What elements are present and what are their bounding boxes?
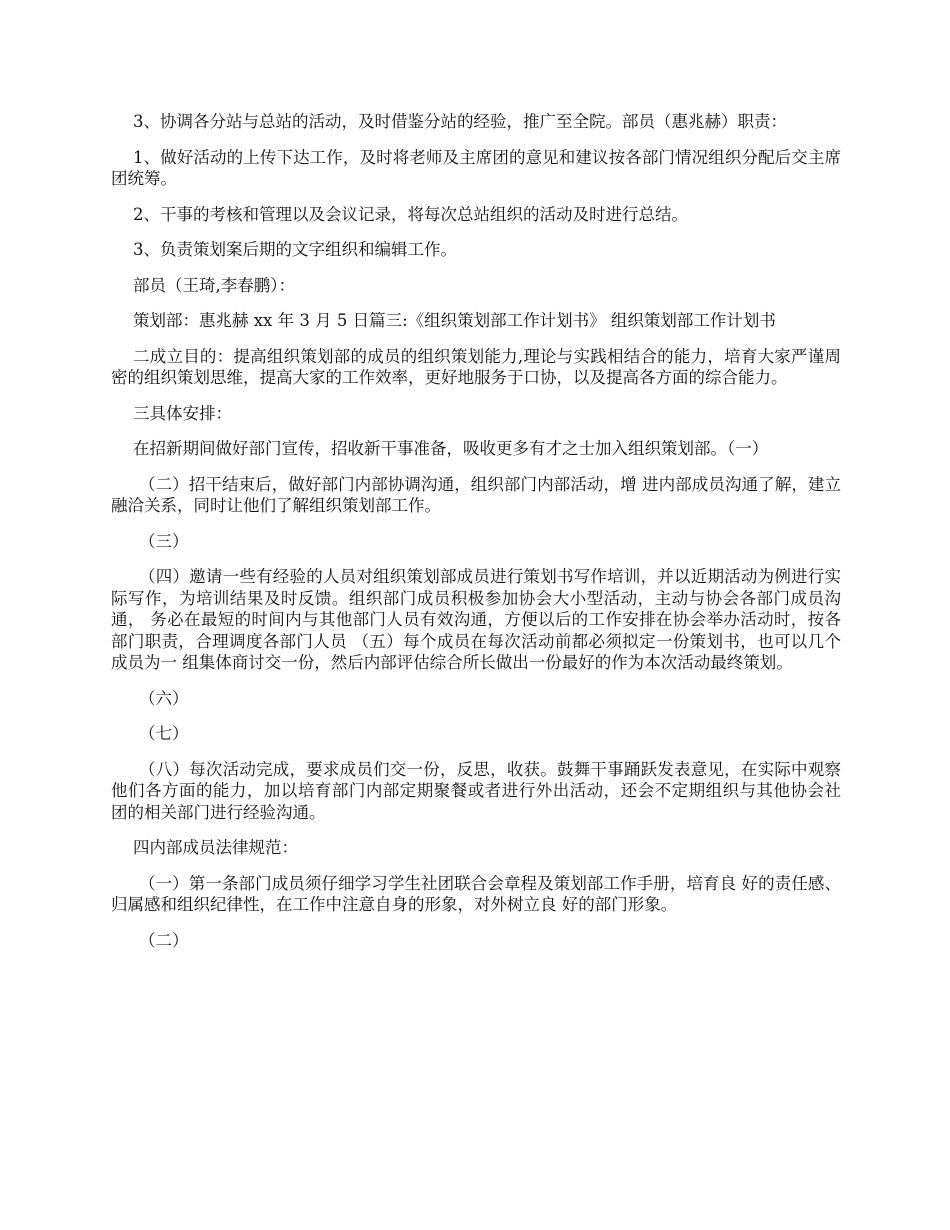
paragraph-item-8: （八）每次活动完成，要求成员们交一份，反思，收获。鼓舞干事踊跃发表意见，在实际中观察他们各方面的能力，加以培育部门内部定期聚餐或者进行外出活动，还会不定期组织与其他协会社 团的相关部门进行经验沟通。 bbox=[111, 759, 841, 822]
paragraph-purpose: 二成立目的：提高组织策划部的成员的组织策划能力,理论与实践相结合的能力，培育大家严谨周密的组织策划思维，提高大家的工作效率，更好地服务于口协，以及提高各方面的综合能力。 bbox=[111, 346, 841, 387]
paragraph-item-6: （六） bbox=[139, 688, 189, 708]
document-page bbox=[111, 111, 841, 965]
paragraph-arrangement-heading: 三具体安排： bbox=[133, 403, 232, 423]
paragraph-planning-dept: 策划部：惠兆赫 xx 年 3 月 5 日篇三:《组织策划部工作计划书》 组织策划部工作计划书 bbox=[133, 311, 776, 330]
paragraph-item-2: （二）招干结束后，做好部门内部协调沟通，组织部门内部活动，增 进内部成员沟通了解，建立融洽关系，同时让他们了解组织策划部工作。 bbox=[111, 474, 841, 515]
paragraph-coordinate-duty: 3、协调各分站与总站的活动，及时借鉴分站的经验，推广至全院。部员（惠兆赫）职责： bbox=[133, 112, 787, 131]
paragraph-duty-3: 3、负责策划案后期的文字组织和编辑工作。 bbox=[133, 240, 457, 259]
paragraph-rule-1: （一）第一条部门成员须仔细学习学生社团联合会章程及策划部工作手册，培育良 好的责任感、归属感和组织纪律性，在工作中注意自身的形象，对外树立良 好的部门形象。 bbox=[111, 873, 841, 914]
paragraph-duty-1: 1、做好活动的上传下达工作，及时将老师及主席团的意见和建议按各部门情况组织分配后交主席团统筹。 bbox=[111, 147, 841, 188]
paragraph-duty-2: 2、干事的考核和管理以及会议记录，将每次总站组织的活动及时进行总结。 bbox=[133, 204, 688, 224]
paragraph-rule-2: （二） bbox=[139, 930, 189, 950]
paragraph-item-3: （三） bbox=[139, 531, 189, 551]
paragraph-item-7: （七） bbox=[139, 724, 189, 743]
paragraph-item-4: （四）邀请一些有经验的人员对组织策划部成员进行策划书写作培训，并以近期活动为例进行实际写作，为培训结果及时反馈。组织部门成员积极参加协会大小型活动，主动与协会各部门成员沟通， 务必在最短的时间内与其他部门人员有效沟通，方便以后的工作安排在协会举办活动时，按各部门职责，合理调度各部门人员 （五）每个成员在每次活动前都必须拟定一份策划书，也可以几个成员为一 组集体商讨交一份，然后内部评估综合所长做出一份最好的作为本次活动最终策划。 bbox=[111, 567, 841, 672]
paragraph-recruitment: 在招新期间做好部门宣传，招收新干事准备，吸收更多有才之士加入组织策划部。（一） bbox=[133, 439, 769, 458]
paragraph-rules-heading: 四内部成员法律规范： bbox=[133, 838, 298, 857]
paragraph-members: 部员（王琦,李春鹏）： bbox=[133, 275, 295, 295]
